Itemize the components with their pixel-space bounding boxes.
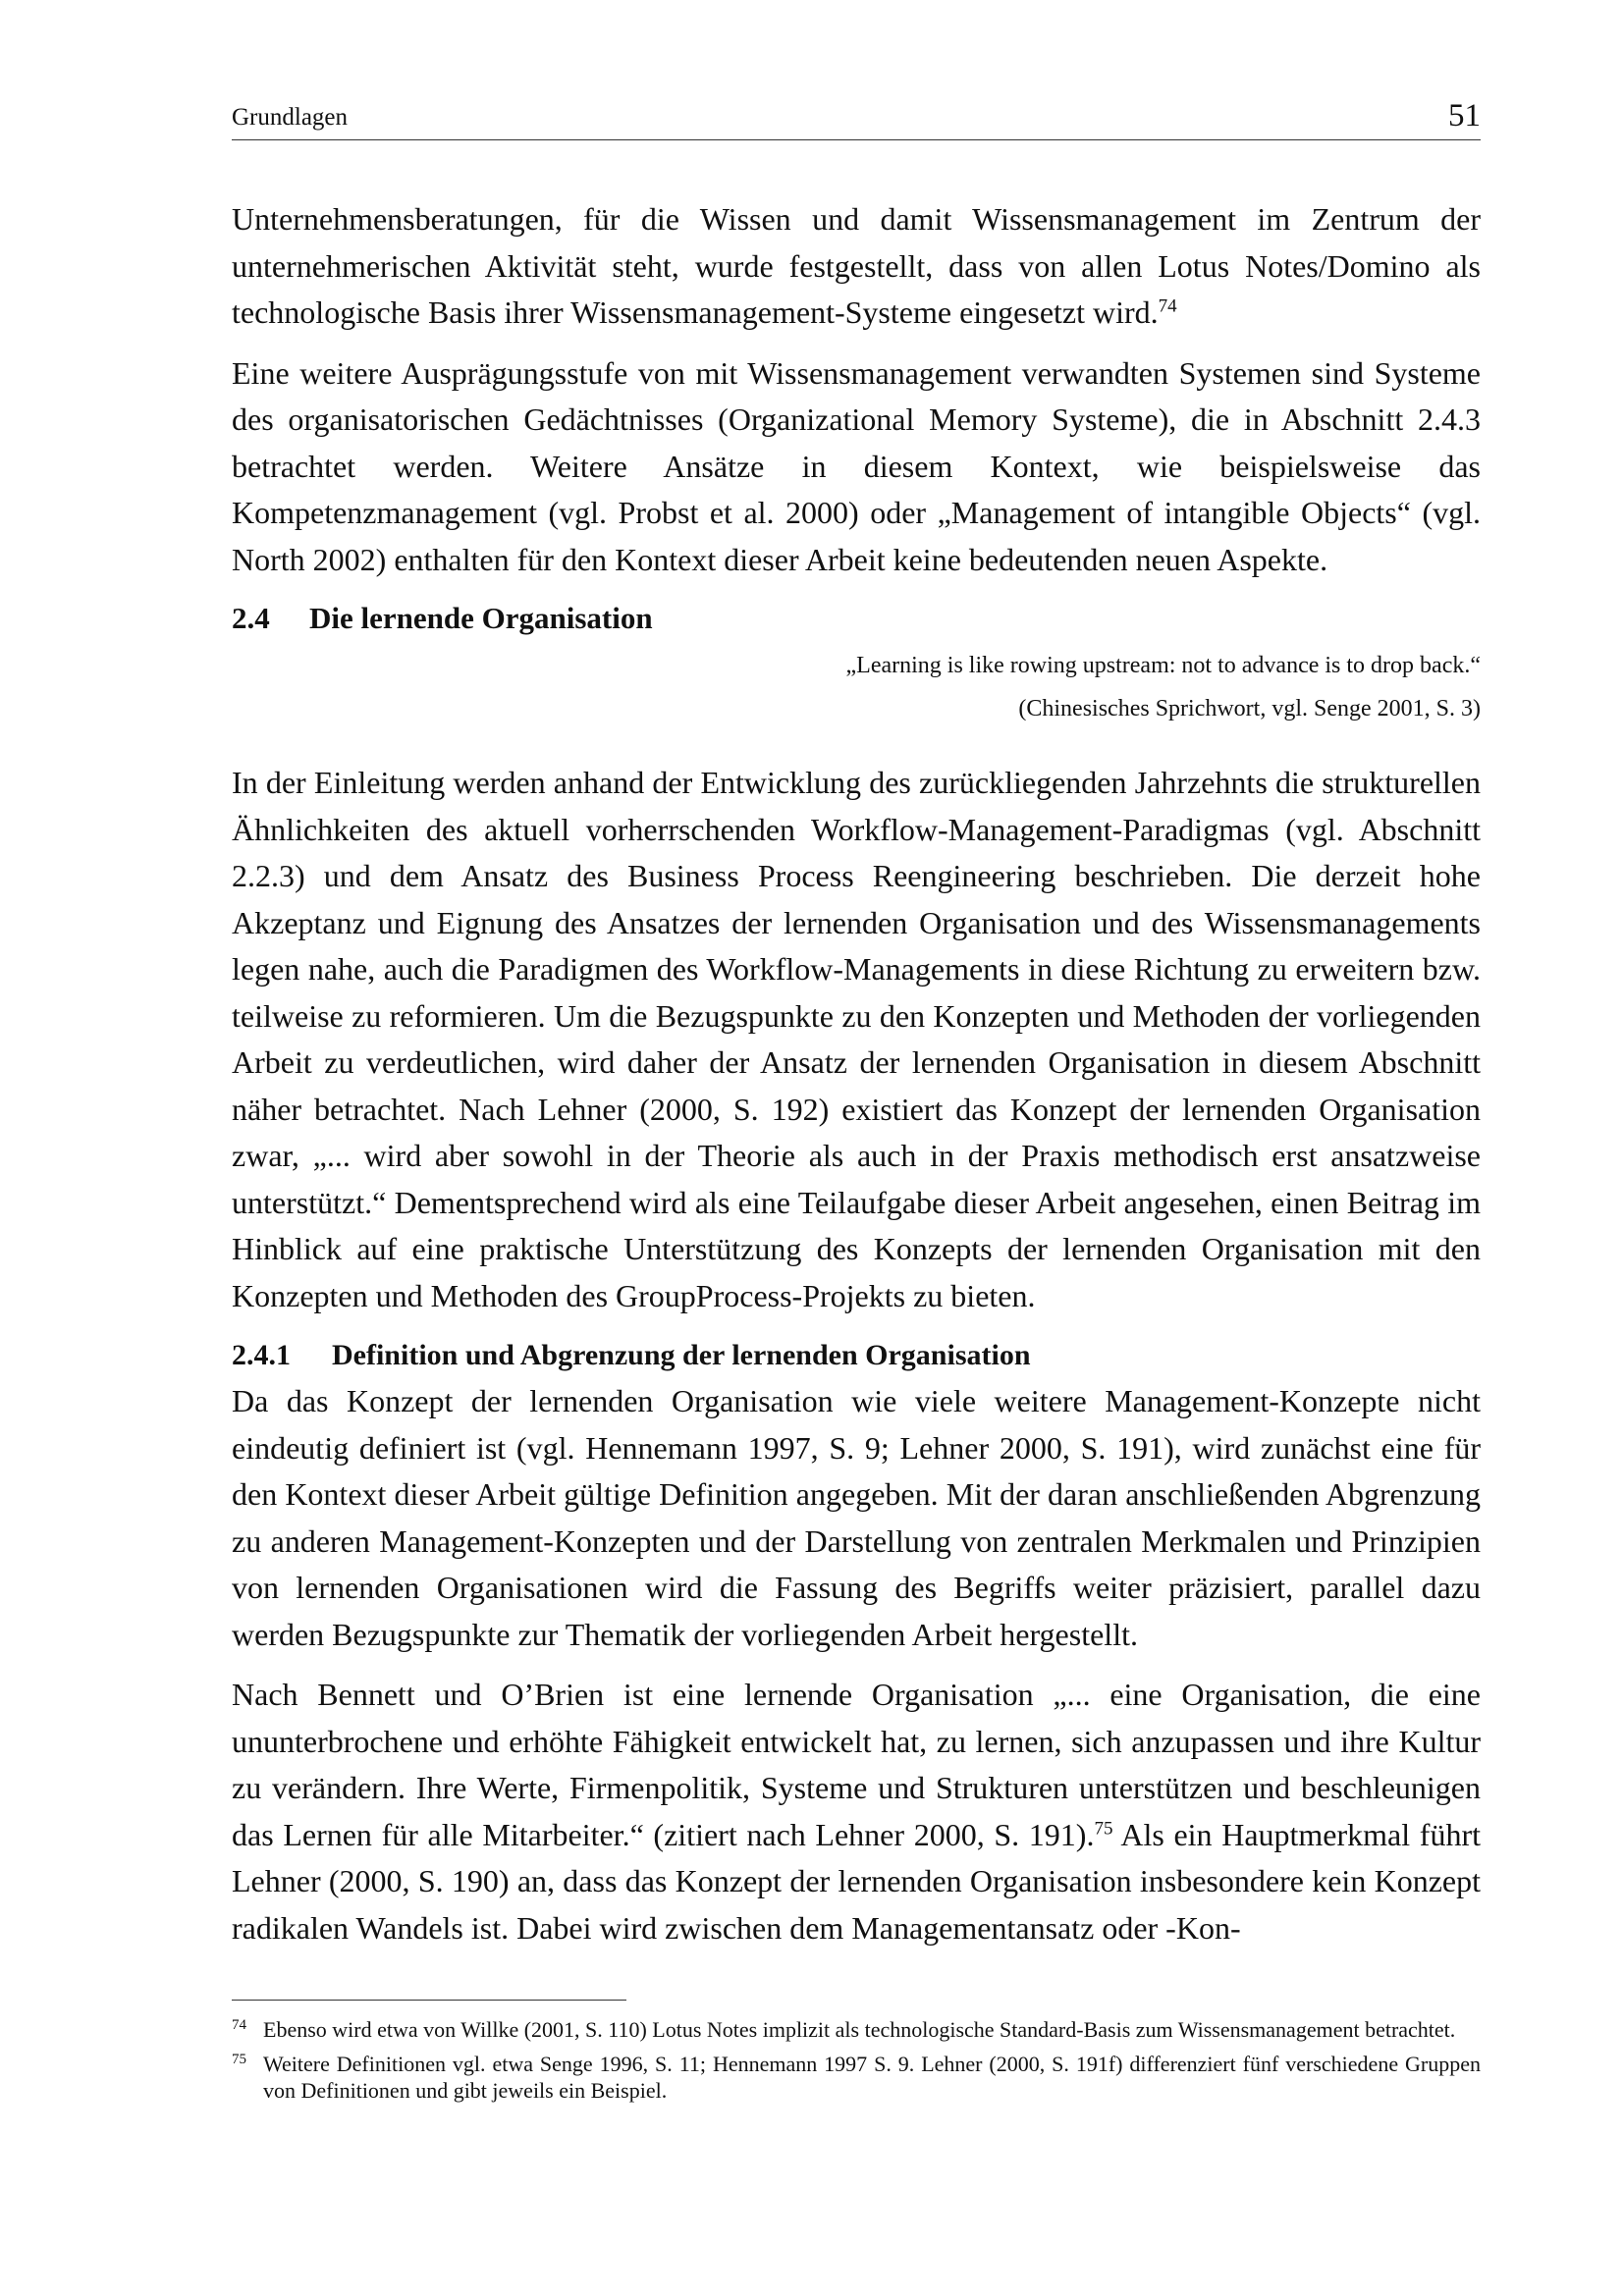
page-number: 51 <box>1448 98 1481 133</box>
footnote-ref-74: 74 <box>1158 295 1177 317</box>
footnote-divider <box>232 2000 626 2001</box>
paragraph-1 <box>232 196 1481 337</box>
paragraph-5-text-b: Als ein Hauptmerkmal führt Lehner (2000, S. 190) an, dass das Konzept der lernenden Organisation insbesondere kein Konzept radikalen Wandels ist. Dabei wird zwischen dem Managementansatz oder -Kon- <box>232 1816 1481 1946</box>
footnote-number: 74 <box>232 2017 246 2033</box>
running-header-section: Grundlagen <box>232 104 349 131</box>
section-heading-2-4-1 <box>232 1333 1481 1378</box>
section-number: 2.4 <box>232 601 270 635</box>
section-title: Die lernende Organisation <box>309 601 653 635</box>
subsection-title: Definition und Abgrenzung der lernenden Organisation <box>332 1339 1031 1371</box>
paragraph-5-text-a: Nach Bennett und O’Brien ist eine lernende Organisation „... eine Organisation, die eine ununterbrochene und erhöhte Fähigkeit entwickelt hat, zu lernen, sich anzupassen und ihre Kultur zu verändern. Ihre Werte, Firmenpolitik, Systeme und Strukturen unterstützen und beschleunigen das Lernen für alle Mitarbeiter.“ (zitiert nach Lehner 2000, S. 191). <box>232 1677 1481 1852</box>
paragraph-1-text: Unternehmensberatungen, für die Wissen und damit Wissensmanagement im Zentrum der unternehmerischen Aktivität steht, wurde festgestellt, dass von allen Lotus Notes/Domino als technologische Basis ihrer Wissensmanagement-Systeme eingesetzt wird. <box>232 201 1481 330</box>
subsection-number: 2.4.1 <box>232 1339 291 1371</box>
main-text <box>232 196 1481 1965</box>
paragraph-5 <box>232 1672 1481 1951</box>
footnote-74 <box>232 2016 1481 2043</box>
footnote-text: Ebenso wird etwa von Willke (2001, S. 110) Lotus Notes implizit als technologische Standard-Basis zum Wissensmanagement betrachtet. <box>263 2017 1456 2042</box>
paragraph-3: In der Einleitung werden anhand der Entwicklung des zurückliegenden Jahrzehnts die strukturellen Ähnlichkeiten des aktuell vorherrschenden Workflow-Management-Paradigmas (vgl. Abschnitt 2.2.3) und dem Ansatz des Business Process Reengineering beschrieben. Die derzeit hohe Akzeptanz und Eignung des Ansatzes der lernenden Organisation und des Wissensmanagements legen nahe, auch die Paradigmen des Workflow-Managements in diese Richtung zu erweitern bzw. teilweise zu reformieren. Um die Bezugspunkte zu den Konzepten und Methoden der vorliegenden Arbeit zu verdeutlichen, wird daher der Ansatz der lernenden Organisation in diesem Abschnitt näher betrachtet. Nach Lehner (2000, S. 192) existiert das Konzept der lernenden Organisation zwar, „... wird aber sowohl in der Theorie als auch in der Praxis methodisch erst ansatzweise unterstützt.“ Dementsprechend wird als eine Teilaufgabe dieser Arbeit angesehen, einen Beitrag im Hinblick auf eine praktische Unterstützung des Konzepts der lernenden Organisation mit den Konzepten und Methoden des GroupProcess-Projekts zu bieten. <box>232 765 1481 1313</box>
footnote-text: Weitere Definitionen vgl. etwa Senge 1996, S. 11; Hennemann 1997 S. 9. Lehner (2000, S. 191f) differenziert fünf verschiedene Gruppen von Definitionen und gibt jeweils ein Beispiel. <box>263 2052 1481 2103</box>
paragraph-4: Da das Konzept der lernenden Organisation wie viele weitere Management-Konzepte nicht eindeutig definiert ist (vgl. Hennemann 1997, S. 9; Lehner 2000, S. 191), wird zunächst eine für den Kontext dieser Arbeit gültige Definition angegeben. Mit der daran anschließenden Abgrenzung zu anderen Management-Konzepten und der Darstellung von zentralen Merkmalen und Prinzipien von lernenden Organisationen wird die Fassung des Begriffs weiter präzisiert, parallel dazu werden Bezugspunkte zur Thematik der vorliegenden Arbeit hergestellt. <box>232 1383 1481 1652</box>
section-heading-2-4 <box>232 597 1481 640</box>
epigraph-quote: „Learning is like rowing upstream: not to advance is to drop back.“ <box>845 653 1481 678</box>
footnote-75 <box>232 2051 1481 2104</box>
paragraph-2: Eine weitere Ausprägungsstufe von mit Wissensmanagement verwandten Systemen sind Systeme des organisatorischen Gedächtnisses (Organizational Memory Systeme), die in Abschnitt 2.4.3 betrachtet werden. Weitere Ansätze in diesem Kontext, wie beispielsweise das Kompetenzmanagement (vgl. Probst et al. 2000) oder „Management of intangible Objects“ (vgl. North 2002) enthalten für den Kontext dieser Arbeit keine bedeutenden neuen Aspekte. <box>232 354 1481 577</box>
epigraph-source: (Chinesisches Sprichwort, vgl. Senge 2001, S. 3) <box>1018 696 1481 721</box>
page-header <box>232 98 1481 140</box>
footnote-number: 75 <box>232 2052 246 2067</box>
footnotes <box>232 2000 1481 2111</box>
footnote-ref-75: 75 <box>1094 1817 1113 1839</box>
